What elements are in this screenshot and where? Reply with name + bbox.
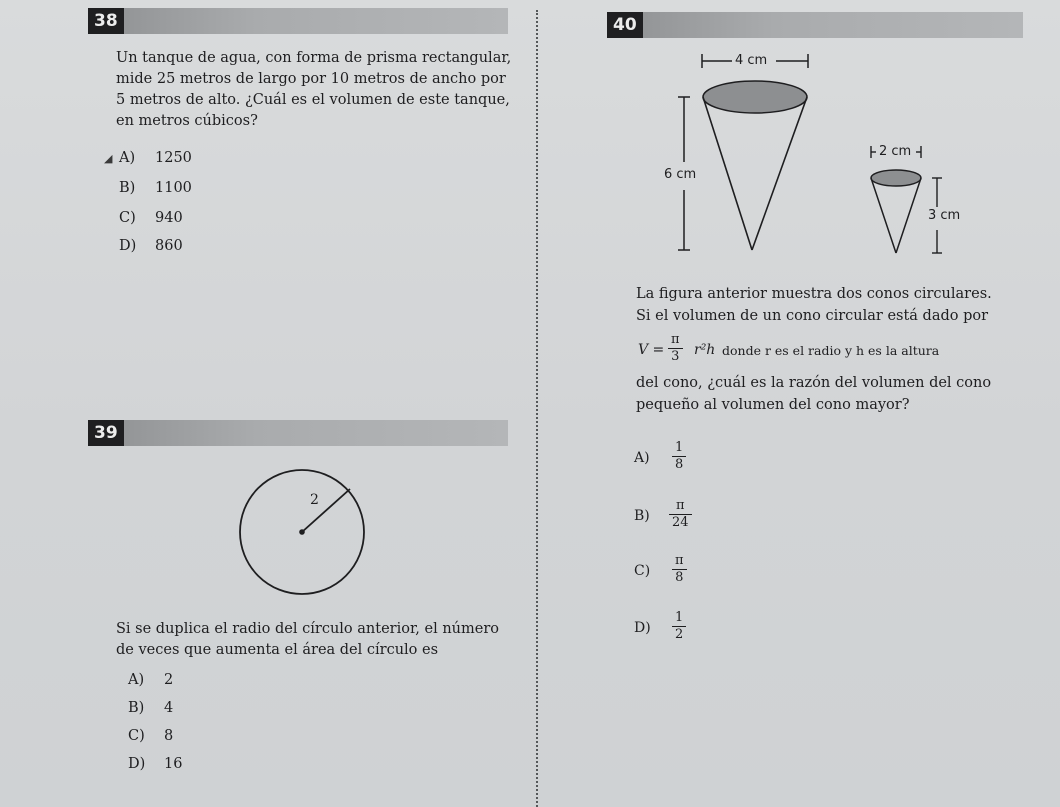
q40-option-c[interactable]: C) $\frac{\pi}{8}$	[634, 553, 734, 593]
q39-option-b[interactable]: B) 4	[128, 700, 174, 716]
q40-option-b[interactable]: B) $\frac{\pi}{24}$	[634, 498, 734, 538]
q40-header-bar	[607, 12, 1023, 38]
circle-figure	[230, 462, 380, 602]
small-cone-width-label: 2 cm	[879, 144, 912, 159]
q39-option-c[interactable]: C) 8	[128, 728, 174, 744]
large-cone-height-label: 6 cm	[664, 167, 697, 182]
small-cone-height-label: 3 cm	[928, 208, 961, 223]
q38-prompt-line: mide 25 metros de largo por 10 metros de ancho por	[116, 71, 506, 87]
center-point	[299, 529, 305, 535]
q40-option-d[interactable]: D) $\frac{1}{2}$	[634, 610, 734, 650]
small-cone-right-edge	[896, 178, 921, 253]
q39-header-bar	[88, 420, 508, 446]
formula-rhs: r²h	[694, 342, 716, 358]
q40-option-a[interactable]: A) $\frac{1}{8}$	[634, 440, 734, 480]
formula-lhs: V =	[638, 342, 665, 358]
large-cone-width-label: 4 cm	[735, 53, 768, 68]
small-cone-top	[871, 170, 921, 186]
q38-prompt-line: en metros cúbicos?	[116, 113, 258, 129]
q38-option-d[interactable]: D) 860	[119, 238, 183, 254]
q39-prompt-line: Si se duplica el radio del círculo anterior, el número	[116, 621, 500, 637]
q39-prompt	[116, 619, 526, 661]
q38-selection-mark: ◢	[104, 152, 113, 165]
formula-description: donde r es el radio y h es la altura	[722, 343, 940, 358]
q38-prompt	[116, 48, 526, 132]
radius-label: 2	[310, 492, 319, 508]
q40-prompt-line-4: pequeño al volumen del cono mayor?	[636, 397, 910, 413]
column-divider	[536, 10, 538, 807]
volume-formula	[638, 332, 1018, 376]
q38-header-bar	[88, 8, 508, 34]
q39-option-a[interactable]: A) 2	[128, 672, 174, 688]
q40-number: 40	[607, 12, 643, 38]
q38-option-b[interactable]: B) 1100	[119, 180, 192, 196]
large-cone-left-edge	[703, 97, 752, 250]
large-cone-top	[703, 81, 807, 113]
small-cone-left-edge	[871, 178, 896, 253]
formula-fraction: $\frac{\pi}{3}$	[668, 332, 683, 365]
q38-number: 38	[88, 8, 124, 34]
cones-figure	[640, 50, 980, 270]
q40-prompt-line-3: del cono, ¿cuál es la razón del volumen del cono	[636, 375, 992, 391]
q39-option-d[interactable]: D) 16	[128, 756, 183, 772]
q38-option-c[interactable]: C) 940	[119, 210, 183, 226]
q38-prompt-line: 5 metros de alto. ¿Cuál es el volumen de este tanque,	[116, 92, 510, 108]
q38-prompt-line: Un tanque de agua, con forma de prisma rectangular,	[116, 50, 512, 66]
q40-prompt-line-2: Si el volumen de un cono circular está dado por	[636, 308, 989, 324]
q40-prompt-line-1: La figura anterior muestra dos conos circulares.	[636, 286, 992, 302]
q38-option-a[interactable]: A) 1250	[119, 150, 192, 166]
q39-number: 39	[88, 420, 124, 446]
q39-prompt-line: de veces que aumenta el área del círculo es	[116, 642, 439, 658]
large-cone-right-edge	[752, 97, 807, 250]
